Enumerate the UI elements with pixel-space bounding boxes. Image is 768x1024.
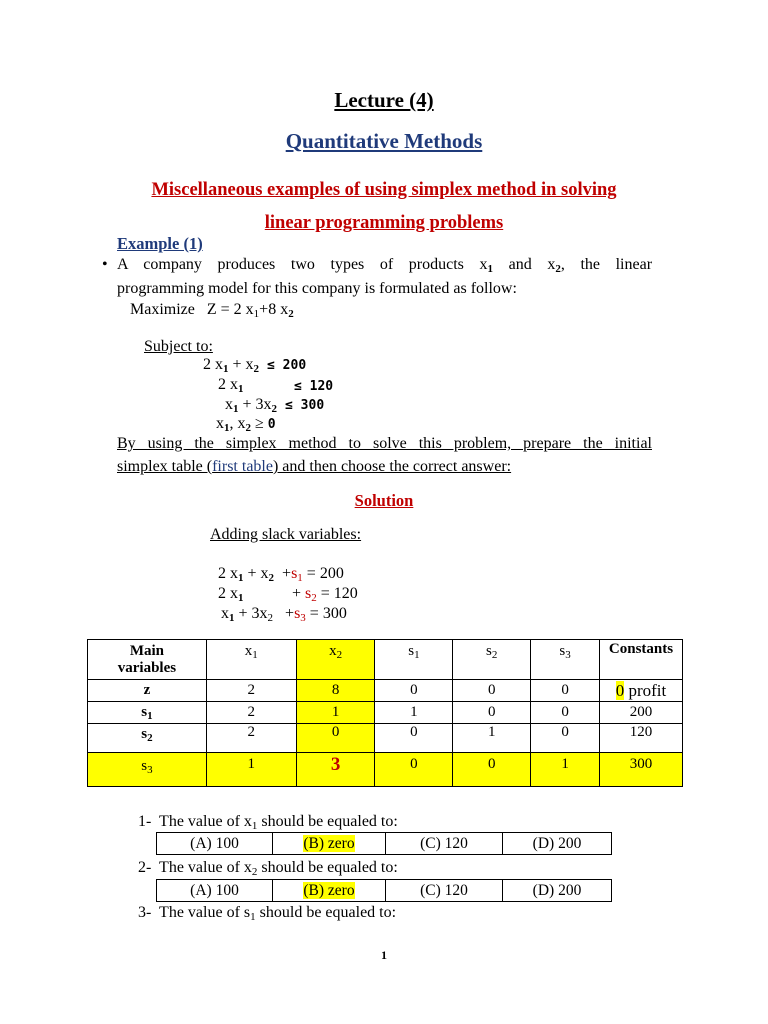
objective-function: Maximize Z = 2 $x_1+8$ x2: [130, 301, 294, 320]
row-label-s2: $s_2$: [88, 724, 207, 753]
q2-option-a[interactable]: (A) 100: [157, 880, 273, 902]
cell-s2-x1: 2: [206, 724, 296, 753]
q2-option-c[interactable]: (C) 120: [386, 880, 503, 902]
intro-line1: A company produces two types of products x1 and x2, the linear: [117, 256, 653, 275]
slack-heading: Adding slack variables:: [210, 526, 362, 543]
intro-line2: programming model for this company is formulated as follow:: [117, 280, 517, 297]
cell-s3-x2-pivot: 3: [296, 753, 375, 787]
question-1-options: [156, 832, 612, 855]
cell-s3-constant: 300: [600, 753, 683, 787]
course-subtitle: Quantitative Methods: [285, 129, 483, 153]
q1-option-a[interactable]: (A) 100: [157, 833, 273, 855]
table-row-z: [88, 680, 683, 702]
cell-z-x1: 2: [206, 680, 296, 702]
table-row-s1: [88, 702, 683, 724]
section-heading-line1: Miscellaneous examples of using simplex method in solving: [151, 180, 617, 200]
slack-eq-3: $x1 + 3x_2$ $+s_3 = 300$: [221, 605, 347, 624]
question-2-options: [156, 879, 612, 902]
cell-z-s2: 0: [453, 680, 531, 702]
slack-eq-2-lhs: 2 x1: [218, 585, 244, 604]
page-number: 1: [381, 948, 387, 962]
bullet-icon: •: [102, 256, 108, 273]
cell-s2-s1: 0: [375, 724, 453, 753]
header-x2: $x_2$: [296, 640, 375, 680]
row-label-z: z: [88, 680, 207, 702]
cell-z-s1: 0: [375, 680, 453, 702]
slack-eq-2-rhs: + $s_2 = 120$: [292, 585, 358, 604]
cell-s1-constant: 200: [600, 702, 683, 724]
cell-s3-s3: 1: [531, 753, 600, 787]
cell-s3-s1: 0: [375, 753, 453, 787]
q1-option-b[interactable]: (B) zero: [273, 833, 386, 855]
cell-s1-s2: 0: [453, 702, 531, 724]
section-heading-line2: linear programming problems: [264, 213, 504, 233]
cell-s2-constant: 120: [600, 724, 683, 753]
cell-s3-s2: 0: [453, 753, 531, 787]
table-header-row: [88, 640, 683, 680]
cell-s1-s1: 1: [375, 702, 453, 724]
constraint-2: 2 x1: [218, 376, 244, 395]
table-row-s3: [88, 753, 683, 787]
header-x1: $x_1$: [206, 640, 296, 680]
header-s1: $s_1$: [375, 640, 453, 680]
row-label-s3: $s_3$: [88, 753, 207, 787]
slack-eq-1: 2 $x1 + x2 +s_1 = 200$: [218, 565, 344, 584]
statement-line2: simplex table (first table) and then choose the correct answer:: [117, 458, 512, 475]
lecture-title: Lecture (4): [334, 88, 434, 112]
cell-s3-x1: 1: [206, 753, 296, 787]
question-1: 1- The value of $x_1$ should be equaled to:: [138, 813, 398, 832]
q1-option-d[interactable]: (D) 200: [503, 833, 612, 855]
cell-z-s3: 0: [531, 680, 600, 702]
cell-z-constant: 0 profit: [600, 680, 683, 702]
cell-s2-s2: 1: [453, 724, 531, 753]
cell-s1-s3: 0: [531, 702, 600, 724]
question-3: 3- The value of $s_1$ should be equaled to:: [138, 904, 397, 923]
row-label-s1: $s_1$: [88, 702, 207, 724]
header-main-variables: Main variables: [88, 640, 207, 680]
cell-s1-x1: 2: [206, 702, 296, 724]
non-negativity: x1, x2 ≥ 0: [216, 415, 276, 434]
q2-option-d[interactable]: (D) 200: [503, 880, 612, 902]
cell-z-x2: 8: [296, 680, 375, 702]
cell-s2-x2: 0: [296, 724, 375, 753]
header-s3: $s_3$: [531, 640, 600, 680]
example-label: Example (1): [117, 234, 203, 253]
q2-option-b[interactable]: (B) zero: [273, 880, 386, 902]
solution-heading: Solution: [354, 491, 414, 510]
simplex-table: [87, 639, 683, 787]
q1-option-c[interactable]: (C) 120: [386, 833, 503, 855]
statement-line1: By using the simplex method to solve this problem, prepare the initial: [117, 435, 652, 452]
header-s2: $s_2$: [453, 640, 531, 680]
header-constants: Constants: [600, 640, 683, 680]
cell-s1-x2: 1: [296, 702, 375, 724]
subject-to-label: Subject to:: [144, 338, 213, 355]
table-row-s2: [88, 724, 683, 753]
question-2: 2- The value of $x_2$ should be equaled to:: [138, 859, 398, 878]
constraint-1: 2 x1 + x2 ≤ 200: [203, 356, 307, 375]
first-table-link: first table: [212, 458, 273, 475]
cell-s2-s3: 0: [531, 724, 600, 753]
constraint-3: x1 + 3x2 ≤ 300: [225, 396, 325, 415]
constraint-2-rhs: ≤ 120: [294, 379, 334, 394]
